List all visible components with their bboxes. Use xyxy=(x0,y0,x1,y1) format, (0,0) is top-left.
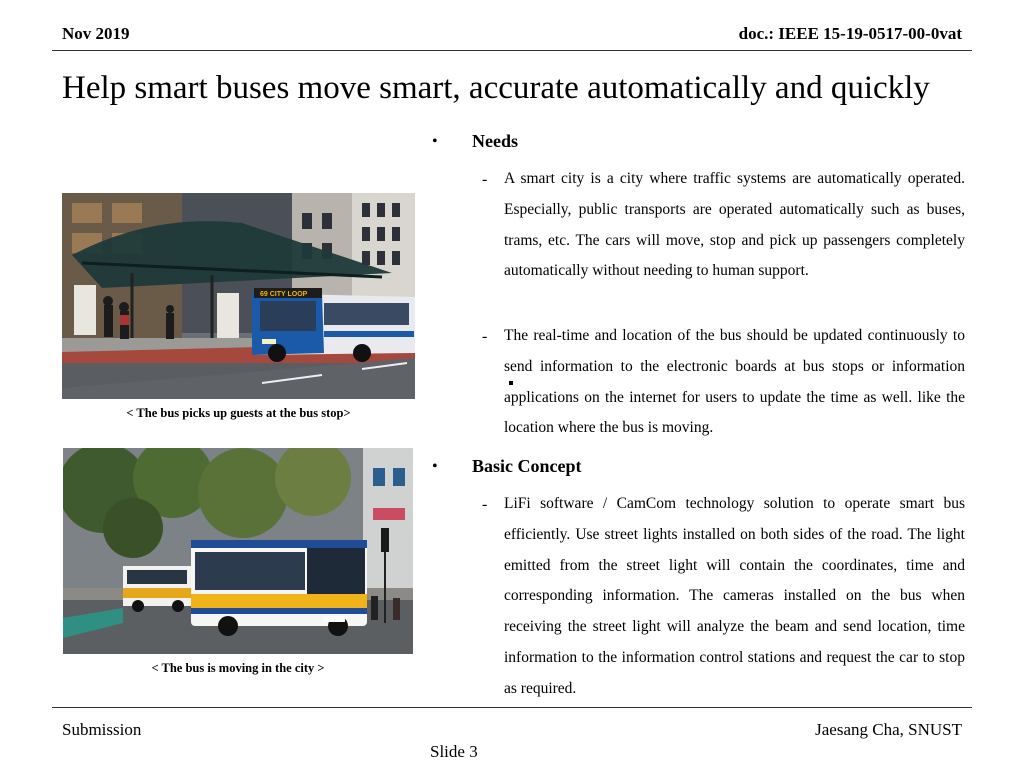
needs-item-2-text: The real-time and location of the bus should be updated continuously to send information to the electronic boards at bus stops or information applications on the internet for users to update the time as well. like the location where the bus is moving. xyxy=(504,327,965,437)
needs-item-1-text: A smart city is a city where traffic systems are automatically operated. Especially, public transports are operated automatically such as buses, trams, etc. The cars will move, stop and pick up passengers completely automatically without needing to human support. xyxy=(504,170,965,280)
city-bus-photo xyxy=(63,448,413,654)
stray-mark xyxy=(509,381,513,385)
footer-divider xyxy=(52,707,972,708)
slide-number: Slide 3 xyxy=(430,742,478,761)
bus-stop-caption: < The bus picks up guests at the bus stop> xyxy=(126,406,351,420)
needs-heading: Needs xyxy=(472,131,518,151)
header-divider xyxy=(52,50,972,51)
header-doc-id: doc.: IEEE 15-19-0517-00-0vat xyxy=(738,24,962,43)
slide-title: Help smart buses move smart, accurate automatically and quickly xyxy=(62,70,930,106)
needs-item-1-dash: - xyxy=(482,171,488,188)
needs-item-2-dash: - xyxy=(482,328,488,345)
footer-author: Jaesang Cha, SNUST xyxy=(815,720,962,739)
concept-item-1-dash: - xyxy=(482,496,488,513)
basic-concept-heading: Basic Concept xyxy=(472,456,582,476)
header-date: Nov 2019 xyxy=(62,24,130,43)
concept-item-1-text: LiFi software / CamCom technology solution to operate smart bus efficiently. Use street lights installed on both sides of the road. The light emitted from the street light will contain the coordinates, time and corresponding information. The cameras installed on the bus when receiving the street light will analyze the beam and send location, time information to the information control stations and request the car to stop as required. xyxy=(504,495,965,697)
city-bus-caption: < The bus is moving in the city > xyxy=(151,661,325,675)
bus-destination-sign: 69 CITY LOOP xyxy=(260,291,308,298)
bullet-basic-concept: • xyxy=(432,458,438,475)
bus-stop-photo xyxy=(62,193,415,399)
footer-submission: Submission xyxy=(62,720,142,739)
bullet-needs: • xyxy=(432,133,438,150)
